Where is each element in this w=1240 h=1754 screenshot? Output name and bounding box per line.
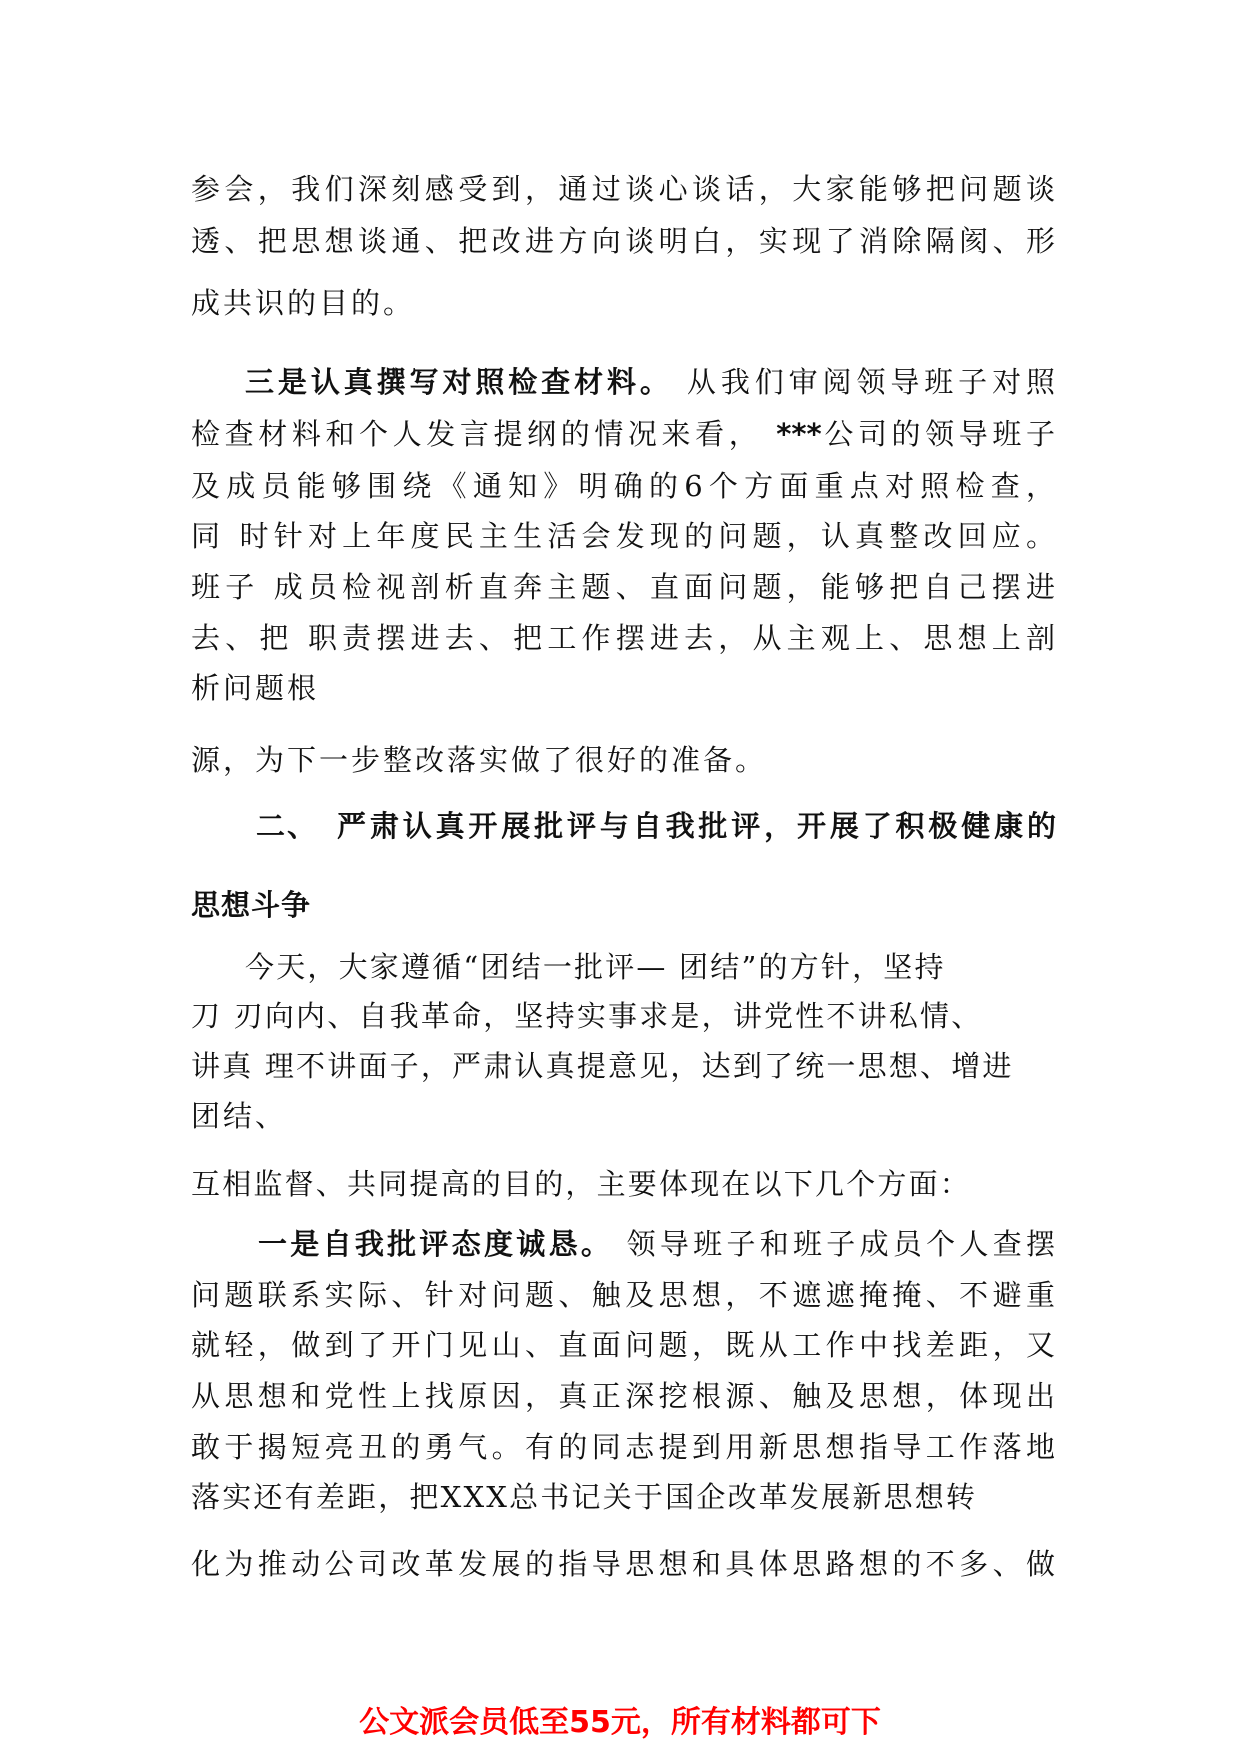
text-line: 今天，大家遵循“团结一批评— 团结”的方针，坚持 (245, 950, 946, 984)
paragraph-lead-heading: 一是自我批评态度诚恳。 (258, 1227, 614, 1261)
text-line: 析问题根 (191, 671, 320, 705)
text-line: 互相监督、共同提高的目的，主要体现在以下几个方面： (191, 1167, 972, 1201)
text-segment: 从我们审阅领导班子对照 (686, 365, 1057, 399)
text-segment: 公司的领导班子 (821, 417, 1057, 451)
text-segment: 领导班子和班子成员个人查摆 (626, 1227, 1057, 1261)
paragraph-lead-line (245, 363, 1057, 401)
text-line: 及成员能够围绕《通知》明确的6个方面重点对照检查， (191, 469, 1057, 503)
text-line: 刀 刃向内、自我革命，坚持实事求是，讲党性不讲私情、 (191, 999, 983, 1033)
text-line: 讲真 理不讲面子，严肃认真提意见，达到了统一思想、增进 (191, 1049, 1014, 1083)
text-line: 就轻，做到了开门见山、直面问题，既从工作中找差距，又 (191, 1328, 1057, 1362)
redacted-company-mark: *** (776, 417, 822, 451)
text-line: 团结、 (191, 1099, 288, 1133)
text-line: 落实还有差距，把XXX总书记关于国企改革发展新思想转 (191, 1480, 978, 1514)
text-line: 从思想和党性上找原因，真正深挖根源、触及思想，体现出 (191, 1379, 1057, 1413)
text-line: 敢于揭短亮丑的勇气。有的同志提到用新思想指导工作落地 (191, 1430, 1057, 1464)
section-number: 二、 (256, 809, 319, 843)
text-line: 参会，我们深刻感受到，通过谈心谈话，大家能够把问题谈 (191, 172, 1057, 206)
text-line: 问题联系实际、针对问题、触及思想，不遮遮掩掩、不避重 (191, 1278, 1057, 1312)
section-title: 严肃认真开展批评与自我批评，开展了积极健康的 (337, 809, 1057, 843)
paragraph-lead-line (258, 1225, 1057, 1263)
paragraph-lead-heading: 三是认真撰写对照检查材料。 (245, 365, 673, 399)
text-line: 同 时针对上年度民主生活会发现的问题，认真整改回应。 (191, 519, 1057, 553)
text-line: 源，为下一步整改落实做了很好的准备。 (191, 743, 768, 777)
footer-ad-text: 公文派会员低至55元，所有材料都可下 (359, 1705, 881, 1740)
text-line: 班子 成员检视剖析直奔主题、直面问题，能够把自己摆进 (191, 570, 1057, 604)
text-line (191, 415, 1057, 453)
text-line: 成共识的目的。 (191, 286, 416, 320)
text-segment: 检查材料和个人发言提纲的情况来看， (191, 417, 763, 451)
section-title-continued: 思想斗争 (191, 888, 312, 922)
text-line: 透、把思想谈通、把改进方向谈明白，实现了消除隔阂、形 (191, 224, 1057, 258)
text-line: 去、把 职责摆进去、把工作摆进去，从主观上、思想上剖 (191, 621, 1057, 655)
text-line: 化为推动公司改革发展的指导思想和具体思路想的不多、做 (191, 1547, 1057, 1581)
